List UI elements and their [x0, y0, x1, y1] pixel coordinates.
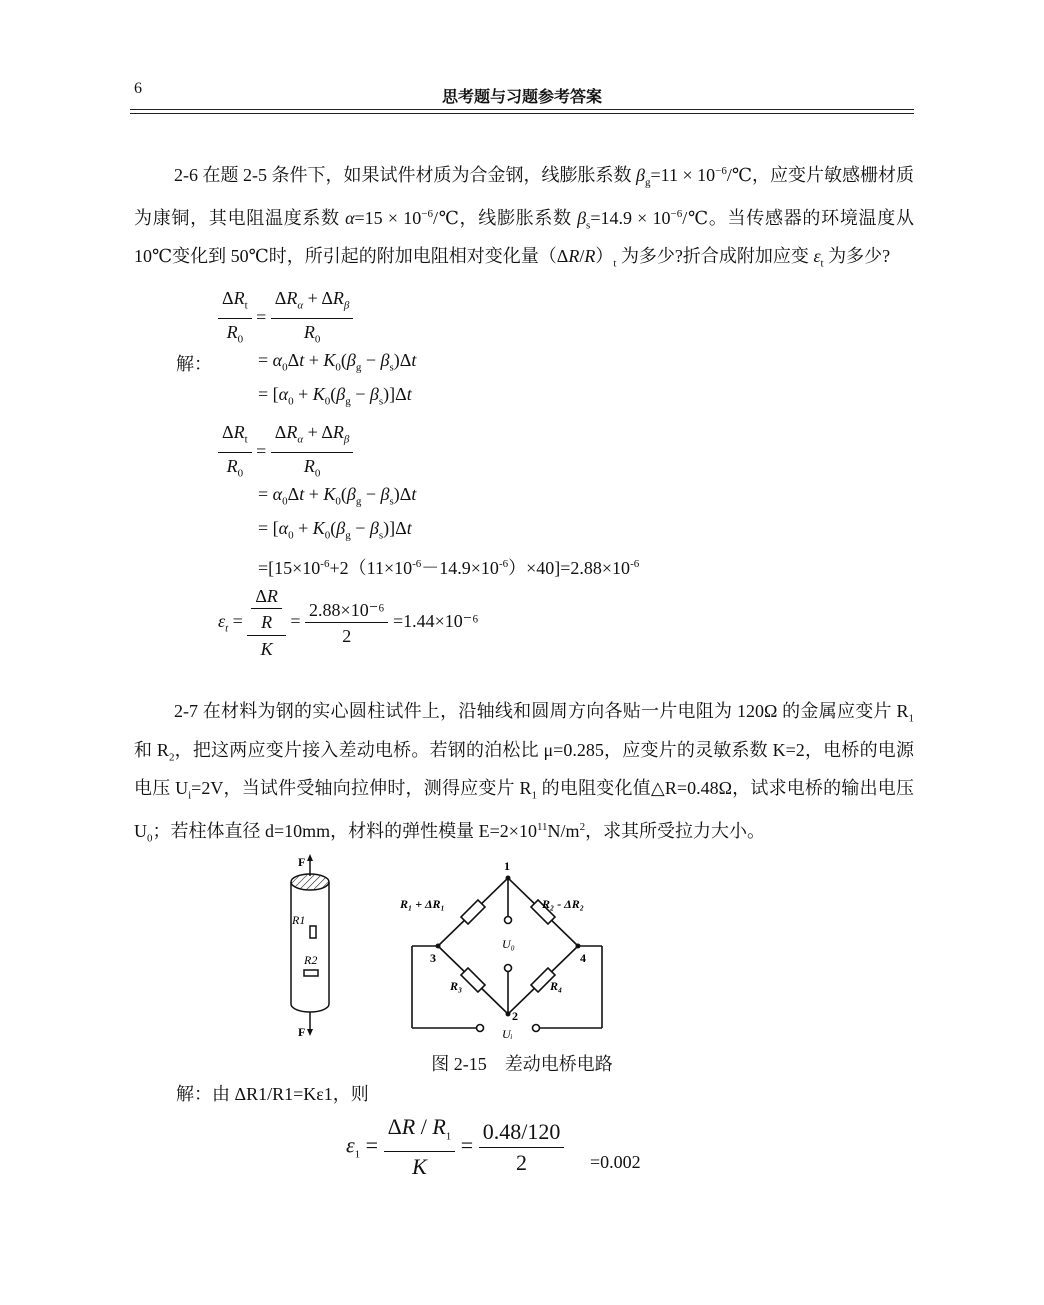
- header-rule: [130, 109, 914, 110]
- equation-numeric: $=[15\times 10^{-6}+2(11\times 10^{-6}-14.9\times 10^{-6})\times 40]=2.88\times 10^{-6}$: [258, 558, 640, 578]
- header-rule-double: [130, 113, 914, 114]
- arm-r3-label: R₃: [450, 979, 463, 993]
- strain-numerator: 2.88×10⁻⁶: [305, 598, 388, 623]
- eps-denominator: 2: [516, 1149, 528, 1175]
- strain-final: =1.44×10⁻⁶: [392, 611, 479, 632]
- node-1: 1: [504, 859, 510, 873]
- resistor-r1: [461, 900, 485, 924]
- r2-label: R2: [304, 953, 318, 967]
- equation-ratio-2: $\frac{\Delta R_t}{R_0}$ = $\frac{\Delta R_\alpha + \Delta R_\beta}{R_0}$: [218, 420, 353, 486]
- output-voltage-label: U₀: [502, 937, 515, 951]
- arm-r2-label: R₂ - ΔR₂: [542, 897, 584, 911]
- equation-line-a: = $\alpha_0\Delta t + K_0(\beta_g - \beta_s)\Delta t$: [258, 350, 417, 374]
- figure-caption: 图 2-15 差动电桥电路: [431, 1054, 613, 1074]
- force-top-label: F: [298, 855, 306, 869]
- equation-ratio-1: $\frac{\Delta R_t}{R_0}$ = $\frac{\Delta R_\alpha + \Delta R_\beta}{R_0}$: [218, 286, 353, 352]
- problem-2-7-text: [134, 696, 914, 854]
- arm-r4-label: R₄: [550, 979, 563, 993]
- node-2: 2: [512, 1009, 518, 1023]
- equation-line-d: = $[\alpha_0 + K_0(\beta_g - \beta_s)]\Delta t$: [258, 518, 412, 542]
- force-bottom-label: F: [298, 1025, 306, 1039]
- problem-2-7-paragraph: 2-7 在材料为钢的实心圆柱试件上，沿轴线和圆周方向各贴一片电阻为 120Ω 的金属应变片 $R_1$ 和 $R_2$，把这两应变片接入差动电桥。若钢的泊松比 μ=0.285，应变片的灵敏系数 K=2，电桥的电源电压 $U_i=2V$，当试件受轴向拉伸时，测得应变片 $R_1$ 的电阻变化值△R=0.48Ω，试求电桥的输出电压 $U_0$；若柱体直径 d=10mm，材料的弹性模量 $E=2\times 10^{11}N/m^2$，求其所受拉力大小。: [134, 701, 915, 845]
- solution-label: 解：: [176, 354, 212, 374]
- page-number: 6: [134, 80, 142, 97]
- gauge-r1: [310, 926, 316, 938]
- input-voltage-label: Uᵢ: [502, 1027, 513, 1041]
- equation-strain: $\varepsilon_t$ = $\frac{\frac{\Delta R}{R}}{K}$ = $\frac{\text{2.88×10⁻⁶}}{2}$ =1.44×10⁻⁶: [218, 586, 479, 659]
- equation-line-b: = $[\alpha_0 + K_0(\beta_g - \beta_s)]\Delta t$: [258, 384, 412, 408]
- equation-line-c: = $\alpha_0\Delta t + K_0(\beta_g - \beta_s)\Delta t$: [258, 484, 417, 508]
- solution-intro: 解：由 ΔR1/R1=Kε1，则: [176, 1084, 369, 1104]
- equation-epsilon-1: $\varepsilon_1$ = $\frac{\Delta R / R_1}{K}$ = $\frac{0.48/120}{2}$: [346, 1112, 564, 1182]
- node-4: 4: [580, 951, 586, 965]
- problem-2-6-paragraph: 2-6 在题 2-5 条件下，如果试件材质为合金钢，线膨胀系数 $\beta_g=11$ × $10^{-6}/℃$，应变片敏感栅材质为康铜，其电阻温度系数 $\alpha=15 \times 10^{-6}/℃$，线膨胀系数 $\beta_s=14.9$ × $10^{-6}/℃$。当传感器的环境温度从 10℃变化到 50℃时，所引起的附加电阻相对变化量$(\Delta R/R)_t$ 为多少?折合成附加应变 $\varepsilon_t$ 为多少?: [134, 165, 914, 270]
- problem-2-6-text: [134, 156, 914, 280]
- cylinder-specimen: [291, 854, 329, 1039]
- page-header-title: 思考题与习题参考答案: [441, 87, 602, 106]
- resistor-r3: [461, 968, 485, 992]
- arm-r1-label: R₁ + ΔR₁: [400, 897, 445, 911]
- strain-denominator: 2: [342, 625, 352, 646]
- node-3: 3: [430, 951, 436, 965]
- eps-result: =0.002: [590, 1152, 641, 1172]
- eps-numerator: 0.48/120: [479, 1117, 565, 1148]
- gauge-r2: [304, 970, 318, 976]
- figure-differential-bridge: [280, 852, 620, 1044]
- r1-label: R1: [292, 913, 306, 927]
